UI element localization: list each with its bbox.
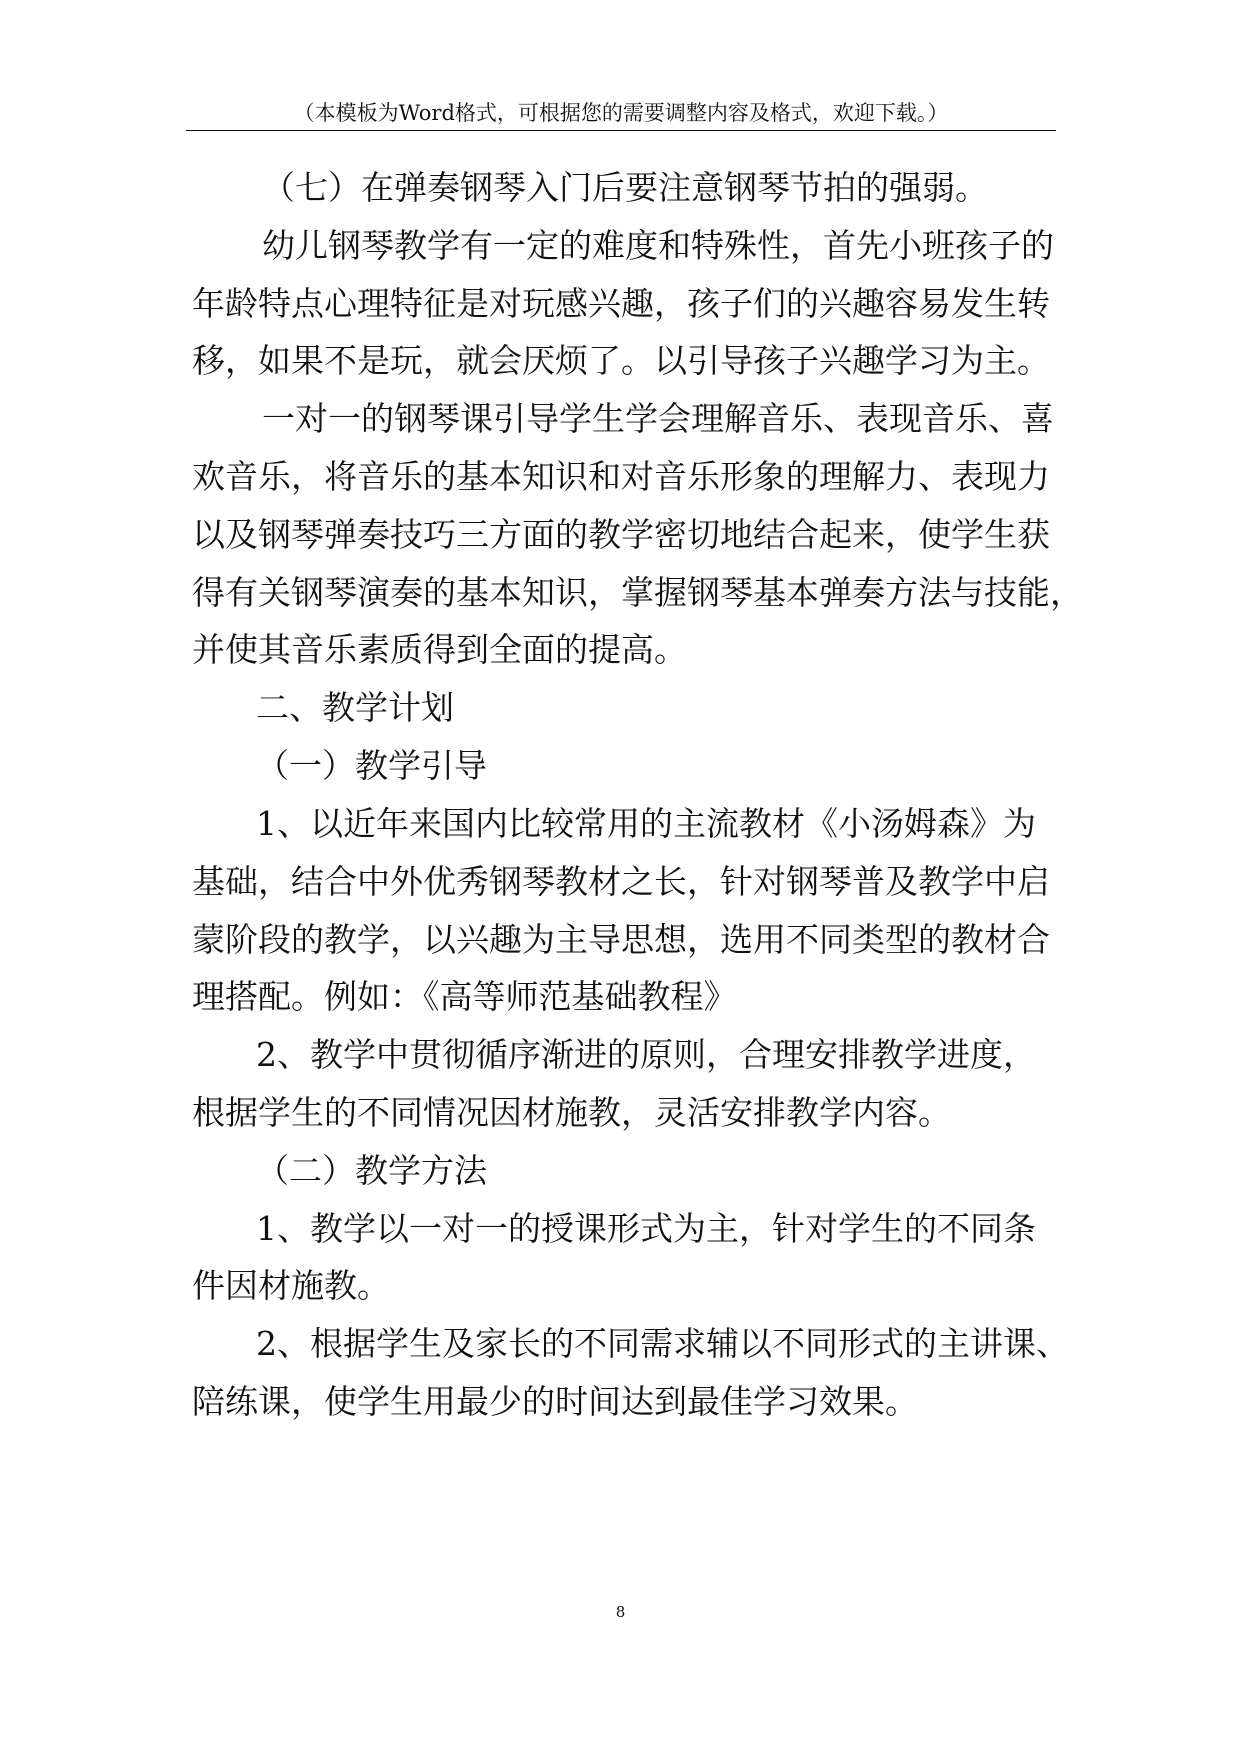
list-item-line: 基础，结合中外优秀钢琴教材之长，针对钢琴普及教学中启 [192,862,1050,901]
page-number: 8 [615,1603,626,1621]
section-heading-teaching-plan: 二、教学计划 [256,688,454,727]
list-item-line: 2、教学中贯彻循序渐进的原则，合理安排教学进度， [256,1035,1036,1074]
list-item-line: 理搭配。例如：《高等师范基础教程》 [192,977,737,1016]
page-header: （本模板为Word格式，可根据您的需要调整内容及格式，欢迎下载。） [293,101,949,125]
list-item-line: 2、根据学生及家长的不同需求辅以不同形式的主讲课、 [256,1324,1069,1363]
list-item-line: 陪练课，使学生用最少的时间达到最佳学习效果。 [192,1382,918,1421]
list-item-line: 件因材施教。 [192,1266,390,1305]
paragraph-line: 幼儿钢琴教学有一定的难度和特殊性，首先小班孩子的 [262,226,1054,265]
paragraph-line: 得有关钢琴演奏的基本知识，掌握钢琴基本弹奏方法与技能， [192,573,1083,612]
list-item-line: 蒙阶段的教学，以兴趣为主导思想，选用不同类型的教材合 [192,920,1050,959]
paragraph-line: 以及钢琴弹奏技巧三方面的教学密切地结合起来，使学生获 [192,515,1050,554]
paragraph-line: 并使其音乐素质得到全面的提高。 [192,630,687,669]
list-item-line: 根据学生的不同情况因材施教，灵活安排教学内容。 [192,1093,951,1132]
list-item-line: 1、教学以一对一的授课形式为主，针对学生的不同条 [256,1209,1036,1248]
list-item-line: 1、以近年来国内比较常用的主流教材《小汤姆森》为 [256,804,1036,843]
section-heading-seven: （七）在弹奏钢琴入门后要注意钢琴节拍的强弱。 [262,168,988,207]
paragraph-line: 欢音乐，将音乐的基本知识和对音乐形象的理解力、表现力 [192,457,1050,496]
paragraph-line: 移，如果不是玩，就会厌烦了。以引导孩子兴趣学习为主。 [192,341,1050,380]
paragraph-line: 年龄特点心理特征是对玩感兴趣，孩子们的兴趣容易发生转 [192,284,1050,323]
paragraph-line: 一对一的钢琴课引导学生学会理解音乐、表现音乐、喜 [262,399,1054,438]
subsection-heading-methods: （二）教学方法 [256,1151,487,1190]
header-divider [186,130,1056,131]
subsection-heading-guidance: （一）教学引导 [256,746,487,785]
